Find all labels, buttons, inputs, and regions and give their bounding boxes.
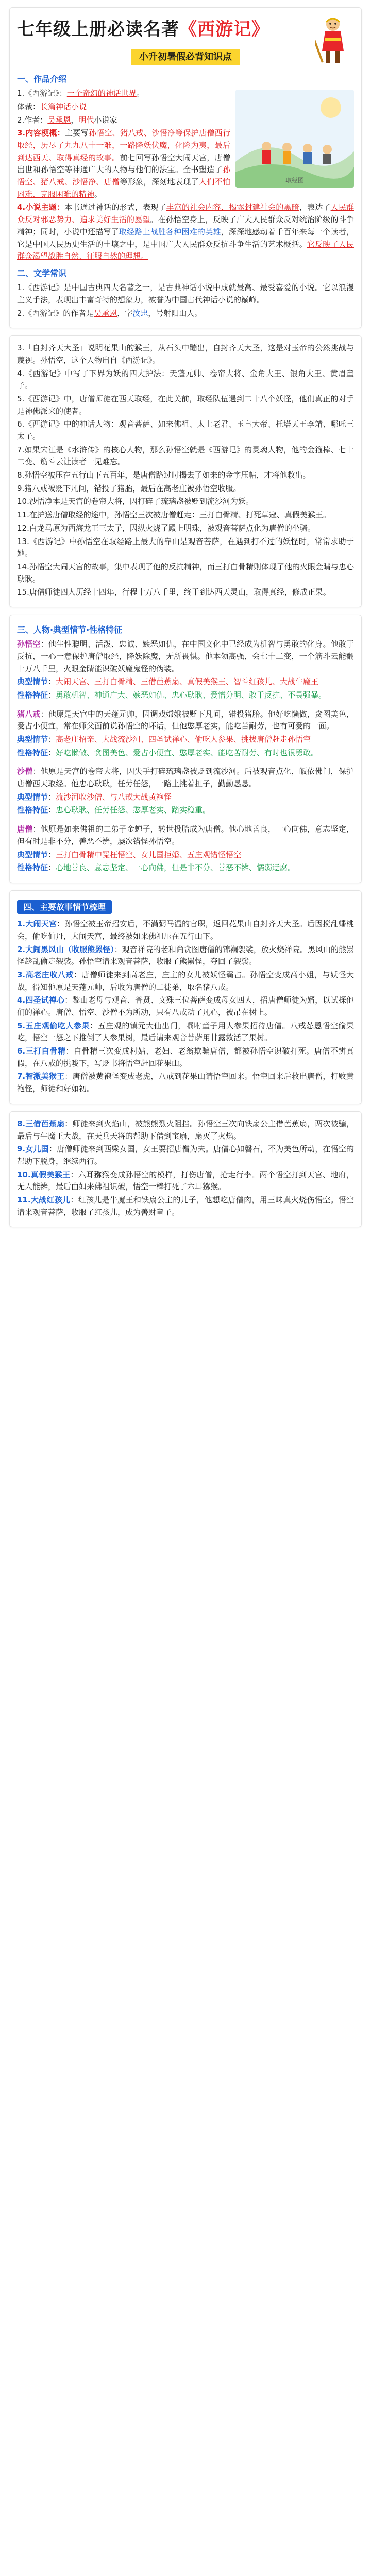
knowledge-item: 6.《西游记》中的神话人物：观音菩萨、如来佛祖、太上老君、玉皇大帝、托塔天王李靖、哪吒三太子。 [17, 419, 354, 442]
pilgrimage-illustration [235, 90, 354, 188]
character-block: 孙悟空：他生性聪明、活泼、忠诚、嫉恶如仇，在中国文化中已经成为机智与勇敢的化身。他敢于反抗，一心一意保护唐僧取经，降妖除魔，无所畏惧。他本领高强，会七十二变，一个筋斗云能翻十万八千里，火眼金睛能识破妖魔鬼怪的伪装。 典型情节：大闹天宫、三打白骨精、三借芭蕉扇、真假美猴王、智斗红孩儿、大战牛魔王 性格特征：勇敢机智、神通广大、嫉恶如仇、忠心耿耿、爱憎分明、敢于反抗、不畏强暴。 [17, 639, 354, 700]
knowledge-item: 4.《西游记》中写了下界为妖的四大护法：天蓬元帅、卷帘大将、金角大王、银角大王、黄眉童子。 [17, 368, 354, 391]
knowledge-item: 13.《西游记》中孙悟空在取经路上最大的靠山是观音菩萨，在遇到打不过的妖怪时，常常求助于她。 [17, 536, 354, 558]
intro-card [9, 7, 362, 328]
intro-line-4: 3.内容梗概：主要写孙悟空、猪八戒、沙悟净等保护唐僧西行取经，历尽了九九八十一难，一路降妖伏魔，化险为夷，最后到达西天、取得真经的故事。前七回写孙悟空大闹天宫，唐僧出世和孙悟空等神通广大的人物与他们的法宝。全书塑造了孙悟空、猪八戒、沙悟净、唐僧等形象，深刻地表现了人们不怕困难、克服困难的精神。 [17, 128, 230, 199]
character-block: 猪八戒：他原是天宫中的天蓬元帅，因调戏嫦娥被贬下凡间，错投猪胎。他好吃懒做，贪图美色，爱占小便宜，常在师父面前说孙悟空的坏话，但他憨厚老实，能吃苦耐劳，也有可爱的一面。 典型情节：高老庄招亲、大战流沙河、四圣试禅心、偷吃人参果、挑拨唐僧赶走孙悟空 性格特征：好吃懒做、贪图美色、爱占小便宜、憨厚老实、能吃苦耐劳、有时也很勇敢。 [17, 709, 354, 757]
knowledge-item: 9.猪八戒被贬下凡间，错投了猪胎，最后在高老庄被孙悟空收服。 [17, 483, 241, 493]
section-heading-intro: 一、作品介绍 [17, 74, 67, 84]
characters-card [9, 615, 362, 883]
monkey-king-icon [315, 15, 351, 65]
section-heading-stories: 四、主要故事情节梳理 [17, 900, 112, 914]
page-title: 七年级上册必读名著《西游记》 [17, 19, 269, 40]
story-item: 8.三借芭蕉扇：师徒来到火焰山，被熊熊烈火阻挡。孙悟空三次向铁扇公主借芭蕉扇，两次被骗，最后与牛魔王大战，在天兵天将的帮助下借到宝扇，扇灭了火焰。 [17, 1118, 354, 1141]
story-item: 1.大闹天宫：孙悟空被玉帝招安后，不满弼马温的官职，返回花果山自封齐天大圣。后因搅乱蟠桃会，偷吃仙丹，大闹天宫，最终被如来佛祖压在五行山下。 [17, 919, 354, 941]
knowledge-item: 12.白龙马原为西海龙王三太子，因纵火烧了殿上明珠，被观音菩萨点化为唐僧的坐骑。 [17, 523, 315, 533]
character-block: 唐僧：他原是如来佛祖的二弟子金蝉子，转世投胎成为唐僧。他心地善良，一心向佛，意志坚定，但有时是非不分，善恶不辨，屡次错怪孙悟空。 典型情节：三打白骨精中冤枉悟空、女儿国拒婚、五庄观错怪悟空 性格特征：心地善良、意志坚定、一心向佛，但是非不分、善恶不辨、懦弱迂腐。 [17, 824, 354, 873]
knowledge-item: 11.在护送唐僧取经的途中，孙悟空三次被唐僧赶走：三打白骨精、打死草寇、真假美猴王。 [17, 510, 331, 520]
knowledge-item: 15.唐僧师徒四人历经十四年，行程十万八千里，终于到达西天灵山，取得真经，修成正果。 [17, 587, 331, 597]
subtitle-wrap [17, 49, 354, 65]
literary-line-2: 2.《西游记》的作者是吴承恩，字汝忠，号射阳山人。 [17, 308, 203, 318]
story-item: 5.五庄观偷吃人参果：五庄观的镇元大仙出门，嘱咐童子用人参果招待唐僧。八戒怂恿悟空偷果吃，悟空一怒之下推倒了人参果树，最后请来观音菩萨用甘露救活了果树。 [17, 1021, 354, 1043]
story-item: 4.四圣试禅心：黎山老母与观音、普贤、文殊三位菩萨变成母女四人，招唐僧师徒为婿，以试探他们的禅心。唐僧、悟空、沙僧不为所动，只有八戒动了凡心，被吊在树上。 [17, 995, 354, 1017]
story-item: 7.智激美猴王：唐僧被黄袍怪变成老虎，八戒到花果山请悟空回来。悟空回来后救出唐僧，打败黄袍怪，师徒和好如初。 [17, 1072, 354, 1094]
intro-line-5: 4.小说主题：本书通过神话的形式，表现了丰富的社会内容，揭露封建社会的黑暗，表达了人民群众反对邪恶势力、追求美好生活的愿望。在孙悟空身上，反映了广大人民群众反对统治阶级的斗争精神；同时，小说中还描写了取经路上战胜各种困难的英雄，深深地感动着千百年来每一个读者，它是中国人民历史生活的土壤之中，是中国广大人民群众反抗斗争生活的艺术概括。它反映了人民群众渴望战胜自然、征服自然的理想。 [17, 202, 354, 261]
knowledge-item: 8.孙悟空被压在五行山下五百年，是唐僧路过时揭去了如来的金字压帖，才将他救出。 [17, 470, 311, 480]
knowledge-item: 7.如果宋江是《水浒传》的核心人物，那么孙悟空就是《西游记》的灵魂人物，他的金箍棒、七十二变、筋斗云让读者一见难忘。 [17, 445, 354, 467]
knowledge-item: 14.孙悟空大闹天宫的故事，集中表现了他的反抗精神，而三打白骨精则体现了他的火眼金睛与忠心耿耿。 [17, 562, 354, 584]
subtitle: 小升初暑假必背知识点 [131, 49, 240, 65]
knowledge-card [9, 335, 362, 607]
stories-card-continued [9, 1111, 362, 1228]
stories-card [9, 890, 362, 1104]
illustration-caption: 取经图 [285, 177, 305, 184]
intro-line-3: 2.作者：吴承恩，明代小说家 [17, 115, 117, 125]
header [17, 13, 354, 70]
character-block: 沙僧：他原是天宫的卷帘大将，因失手打碎琉璃盏被贬到流沙河。后被观音点化，皈依佛门，保护唐僧西天取经。他忠心耿耿，任劳任怨，一路上挑着担子，勤勤恳恳。 典型情节：流沙河收沙僧、与八戒大战黄袍怪 性格特征：忠心耿耿、任劳任怨、憨厚老实、踏实稳重。 [17, 767, 354, 815]
story-item: 10.真假美猴王：六耳猕猴变成孙悟空的模样，打伤唐僧，抢走行李。两个悟空打到天宫、地府，无人能辨，最后由如来佛祖识破，悟空一棒打死了六耳猕猴。 [17, 1170, 354, 1192]
story-item: 6.三打白骨精：白骨精三次变成村姑、老妇、老翁欺骗唐僧，都被孙悟空识破打死。唐僧不辨真假，在八戒的挑唆下，写贬书将悟空赶回花果山。 [17, 1046, 354, 1068]
knowledge-item: 5.《西游记》中，唐僧师徒在西天取经，在此关前，取经队伍遇到二十八个妖怪，他们真正的对手是神佛派来的使者。 [17, 394, 354, 416]
literary-line-1: 1.《西游记》是中国古典四大名著之一，是古典神话小说中成就最高、最受喜爱的小说。它以浪漫主义手法，表现出丰富奇特的想象力，被誉为中国古代神话小说的巅峰。 [17, 283, 354, 304]
story-item: 2.大闹黑风山（收服熊罴怪）：观音禅院的老和尚贪图唐僧的锦襕袈裟，放火烧禅院。黑风山的熊罴怪趁乱偷走袈裟。孙悟空请来观音菩萨，收服了熊罴怪，夺回了袈裟。 [17, 944, 354, 967]
story-item: 11.大战红孩儿：红孩儿是牛魔王和铁扇公主的儿子，他想吃唐僧肉，用三昧真火烧伤悟空。悟空请来观音菩萨，收服了红孩儿，成为善财童子。 [17, 1195, 354, 1217]
story-item: 3.高老庄收八戒：唐僧师徒来到高老庄，庄主的女儿被妖怪霸占。孙悟空变成高小姐，与妖怪大战，得知他原是天蓬元帅，后收为唐僧的二徒弟，取名猪八戒。 [17, 970, 354, 992]
section-heading-literary: 二、文学常识 [17, 268, 67, 278]
story-item: 9.女儿国：唐僧师徒来到西梁女国，女王要招唐僧为夫。唐僧心如磐石，不为美色所动，在悟空的帮助下脱身，继续西行。 [17, 1144, 354, 1166]
intro-line-1: 1.《西游记》：一个奇幻的神话世界。 [17, 89, 144, 98]
section-heading-characters: 三、人物·典型情节·性格特征 [17, 624, 123, 635]
intro-line-2: 体裁：长篇神话小说 [17, 101, 87, 111]
knowledge-item: 3.「自封齐天大圣」说明花果山的猴王，从石头中蹦出，自封齐天大圣，这是对玉帝的公然挑战与蔑视。孙悟空，这个人物出自《西游记》。 [17, 343, 354, 365]
knowledge-item: 10.沙悟净本是天宫的卷帘大将，因打碎了琉璃盏被贬到流沙河为妖。 [17, 497, 254, 506]
